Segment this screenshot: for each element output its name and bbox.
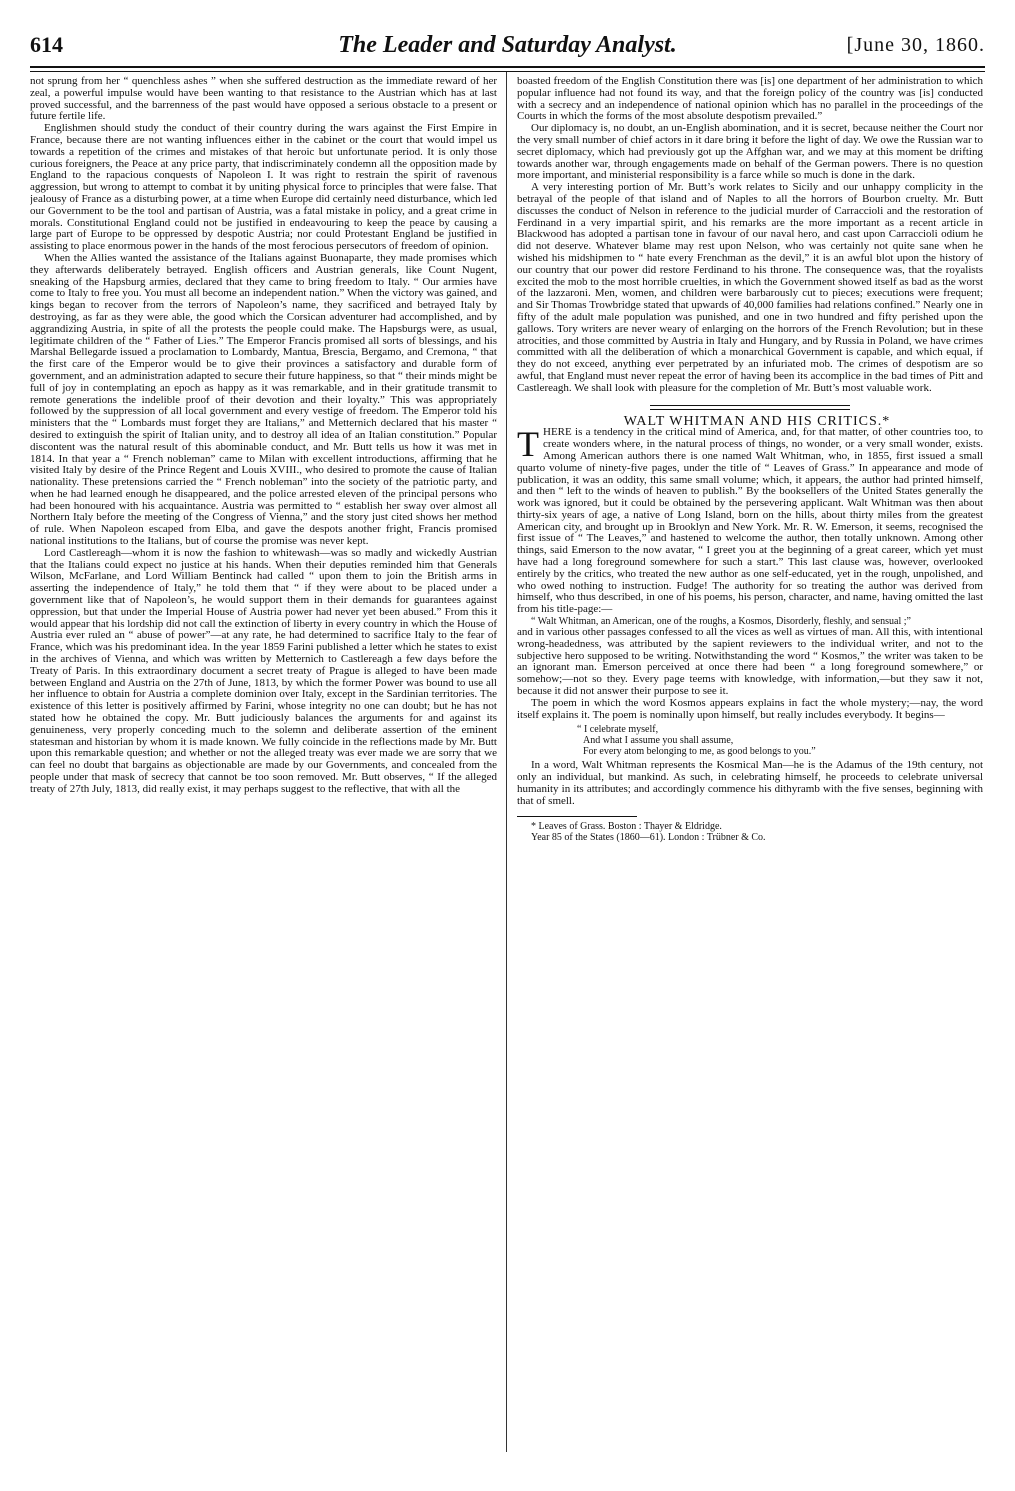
verse-line: For every atom belonging to me, as good belongs to you.” — [583, 746, 816, 758]
article-first-paragraph — [517, 424, 983, 616]
paragraph: and in various other passages confessed to all the vices as well as virtues of man. All this, with intentional wrong-headedness, was attributed by the sapient reviewers to the individual writer, and not to the subjective hero supposed to be writing. Notwithstanding the word “ Kosmos,” the writer was taken to be an ignorant man. Emerson perceived at once there had been “ a long foreground somewhere,” or somehow;—not so they. Every page teems with knowledge, with information,—but they saw it not, because it did not answer their purpose to see it. — [517, 626, 983, 698]
article-title: WALT WHITMAN AND HIS CRITICS.* — [623, 413, 891, 429]
right-column — [517, 76, 983, 1456]
footnote: Year 85 of the States (1860—61). London : Trübner & Co. — [531, 831, 766, 843]
publication-title: The Leader and Saturday Analyst. — [338, 32, 677, 58]
paragraph: The poem in which the word Kosmos appears explains in fact the whole mystery;—nay, the word itself explains it. The poem is nominally upon himself, but really includes everybody. It begins— — [517, 696, 983, 721]
verse-line: “ I celebrate myself, — [577, 724, 659, 736]
paragraph: Our diplomacy is, no doubt, an un-English abomination, and it is secret, because neither the Court nor the very small number of chief actors in it dare bring it before the light of day. We owe the Russian war to secret diplomacy, which had previously got up the Affghan war, and we may at this moment be drifting towards another war, through engagements made on behalf of the German powers. There is no question more important, and ministerial responsibility is a farce while so much is done in the dark. — [517, 122, 983, 182]
paragraph: Lord Castlereagh—whom it is now the fashion to whitewash—was so madly and wickedly Austrian that the Italians could expect no justice at his hands. When their deputies reminded him that Generals Wilson, McFarlane, and Lord William Bentinck had called “ upon them to join the British arms in asserting the independence of Italy,” he told them that “ if they were about to be placed under a government like that of Napoleon’s, he would support them in their demands for guarantees against oppression, but that under the Imperial House of Austria power had never yet been abused.” From this it would appear that his lordship did not call the extinction of liberty in every country in which the House of Austria ever ruled an “ abuse of power”—at any rate, he had determined to sacrifice Italy to the fear of France, which was his predominant idea. In the year 1859 Farini published a letter which he states to exist in the archives of Vienna, and which was written by Metternich to Castlereagh a few days before the Treaty of Paris. In this extraordinary document a secret treaty of Prague is alleged to have been made between England and Austria on the 27th of June, 1813, by which the former Power was bound to use all her influence to obtain for Austria a complete dominion over Italy, except in the Sardinian territories. The existence of this letter is positively affirmed by Farini, whose integrity no one can doubt; but he has not stated how he obtained the copy. Mr. Butt judiciously balances the arguments for and against its genuineness, very properly conceding much to the solemn and deliberate assertion of the eminent statesman and historian by whom it is made known. We fully coincide in the reflections made by Mr. Butt upon this remarkable question; and whether or not the alleged treaty was ever made we are sorry that we can feel no doubt that bargains as objectionable are made by our Governments, and concealed from the people under that mask of secrecy that cannot be too soon removed. Mr. Butt observes, “ If the alleged treaty of 27th July, 1813, did really exist, it may perhaps suggest to the reflective, that with all the — [30, 546, 497, 795]
page-header — [30, 30, 985, 62]
article-text: HERE is a tendency in the critical mind of America, and, for that matter, of other countries too, to create wonders where, in the natural process of things, no wonder, or a very small wonder, exists. Among American authors there is one named Walt Whitman, who, in 1855, first issued a small quarto volume of ninety-five pages, under the title of “ Leaves of Grass.” In appearance and mode of publication, it was an oddity, this same small volume; which, it appears, the author had printed himself, and then “ left to the winds of heaven to publish.” By the booksellers of the United States generally the work was ignored, but it could be obtained by the persevering applicant. Walt Whitman was then about thirty-six years of age, a native of Long Island, born on the hills, about thirty miles from the greatest American city, and brought up in Brooklyn and New York. Mr. R. W. Emerson, it seems, recognised the first issue of “ The Leaves,” and hastened to welcome the author, then totally unknown. Among other things, said Emerson to the now avatar, “ I greet you at the beginning of a great career, which yet must have had a long foreground somewhere for such a start.” This last clause was, however, overlooked entirely by the critics, who treated the new author as one self-educated, yet in the rough, unpolished, and who owed nothing to instruction. Fudge! The authority for so treating the author was derived from himself, who thus described, in one of his poems, his person, character, and name, having omitted the last from his title-page:— — [517, 426, 983, 616]
paragraph: A very interesting portion of Mr. Butt’s work relates to Sicily and our unhappy complicity in the betrayal of the people of that island and of Naples to all the horrors of Bourbon cruelty. Mr. Butt discusses the conduct of Nelson in reference to the judicial murder of Carraccioli and the restoration of Ferdinand in a very impartial spirit, and his remarks are the more important as a recent article in Blackwood has adopted a partisan tone in favour of our naval hero, and cast upon Carraccioli odium he did not deserve. Whatever blame may rest upon Nelson, who was certainly not quite sane when he wished his midshipmen to “ hate every Frenchman as the devil,” it is an awful blot upon the history of our country that our power did restore Ferdinand to his throne. The consequence was, that the royalists excited the mob to the most horrible cruelties, in which the Government showed itself as bad as the worst of the lazzaroni. Men, women, and children were barbarously cut to pieces; executions were frequent; and Sir Thomas Trowbridge stated that upwards of 40,000 families had relations confined.” Nearly one in fifty of the adult male population was punished, and one in two hundred and fifty perished upon the gallows. Tory writers are never weary of enlarging on the horrors of the French Revolution; but in these atrocities, and those committed by Austria in Italy and Hungary, and by Russia in Poland, we have crimes committed with all the deliberation of which a monarchical Government is capable, and which equal, if they do not exceed, anything ever perpetrated by an infuriated mob. The crimes of despotism are so awful, that England must never repeat the error of having been its accomplice in the bad times of Pitt and Castlereagh. We shall look with pleasure for the completion of Mr. Butt’s most valuable work. — [517, 181, 983, 394]
header-rule — [30, 66, 985, 72]
left-column — [30, 76, 497, 1456]
article-separator — [650, 405, 850, 410]
paragraph: boasted freedom of the English Constitution there was [is] one department of her administration to which popular influence had not found its way, and that the foreign policy of the country was [is] conducted with a secrecy and an independence of national opinion which has no parallel in the proceedings of the Courts in which the forms of the most absolute despotism prevailed.” — [517, 76, 983, 123]
column-divider — [506, 72, 507, 1452]
page-number: 614 — [30, 32, 63, 57]
footnote-rule — [517, 816, 637, 817]
verse-quote — [577, 724, 983, 757]
footnote: * Leaves of Grass. Boston : Thayer & Eldridge. — [531, 820, 722, 832]
block-quote: “ Walt Whitman, an American, one of the roughs, a Kosmos, Disorderly, fleshly, and sensual ;” — [531, 616, 911, 628]
issue-date: [June 30, 1860. — [846, 34, 985, 56]
verse-line: And what I assume you shall assume, — [583, 735, 734, 747]
paragraph: Englishmen should study the conduct of their country during the wars against the First Empire in France, because there are not wanting influences either in the cabinet or the court that would impel us towards a repetition of the crimes and mistakes of that heroic but unfortunate period. It is only those curious foreigners, the Peace at any price party, that indiscriminately condemn all the opposition made by England to the rapacious conquests of Napoleon I. It was right to restrain the spirit of ravenous aggression, but wrong to attempt to combat it by uniting physical force to principles that were false. That jealousy of France as a disturbing power, at a time when Europe did certainly need disturbance, which led our Government to be the tool and partisan of Austria, was a fatal mistake in policy, and a great crime in morals. Constitutional England could not be justified in endeavouring to keep the peace by causing a large part of Europe to be oppressed by despotic Austria; nor could Protestant England be justified in assisting to place enormous power in the hands of the most ferocious persecutors of freedom of opinion. — [30, 122, 497, 253]
paragraph: not sprung from her “ quenchless ashes ” when she suffered destruction as the immediate reward of her zeal, a powerful impulse would have been wanting to that resistance to the Austrian which has at last proved successful, and the barrenness of the past would have opposed a serious obstacle to a present or future fertile life. — [30, 76, 497, 123]
paragraph: When the Allies wanted the assistance of the Italians against Buonaparte, they made promises which they afterwards deliberately betrayed. English officers and Austrian generals, like Count Nugent, sneaking of the Hapsburg armies, declared that they came to bring freedom to Italy. “ Our armies have come to Italy to free you. You must all become an independent nation.” When the victory was gained, and kings began to recover from the terrors of Napoleon’s name, they sacrificed and betrayed Italy by destroying, as far as they were able, the good which the Corsican adventurer had accomplished, and by aggrandizing Austria, in spite of all the protests the people could make. The Hapsburgs were, as usual, legitimate children of the “ Father of Lies.” The Emperor Francis promised all sorts of blessings, and his Marshal Bellegarde issued a proclamation to Lombardy, Mantua, Brescia, Bergamo, and Cremona, “ that the first care of the Emperor would be to give their provinces a satisfactory and durable form of government, and an administration adapted to secure their future happiness, so that “ their minds might be full of joy in contemplating an epoch as happy as it was remarkable, and in their gratitude transmit to remote generations the indelible proof of their devotion and their loyalty.” This was appropriately followed by the suppression of all local government and every vestige of freedom. The Emperor told his ministers that the “ Lombards must forget they are Italians,” and Metternich declared that his master “ desired to extinguish the spirit of Italian unity, and to destroy all idea of an Italian constitution.” Popular discontent was the natural result of this abominable conduct, and Mr. Butt tells us how it was met in 1814. In that year a “ French nobleman” came to Milan with excellent introductions, affirming that he visited Italy by desire of the Prince Regent and Louis XVIII., who desired to promote the cause of Italian nationality. These pretensions carried the “ French nobleman” into the society of the patriotic party, and when he had learned enough he disappeared, and the police arrested eleven of the principal persons who had been honoured with his acquaintance. Austria was permitted to “ establish her sway over almost all Northern Italy before the meeting of the Congress of Vienna,” and the story just cited shows her method of rule. When Napoleon escaped from Elba, and gave the despots another fright, Francis promised national institutions to the Italians, but of course the promise was never kept. — [30, 251, 497, 548]
paragraph: In a word, Walt Whitman represents the Kosmical Man—he is the Adamus of the 19th century, not only an individual, but mankind. As such, in celebrating himself, he proceeds to celebrate universal humanity in its attributes; and accordingly commence his dithyramb with the five senses, beginning with that of smell. — [517, 759, 983, 807]
drop-cap: T — [517, 424, 539, 465]
